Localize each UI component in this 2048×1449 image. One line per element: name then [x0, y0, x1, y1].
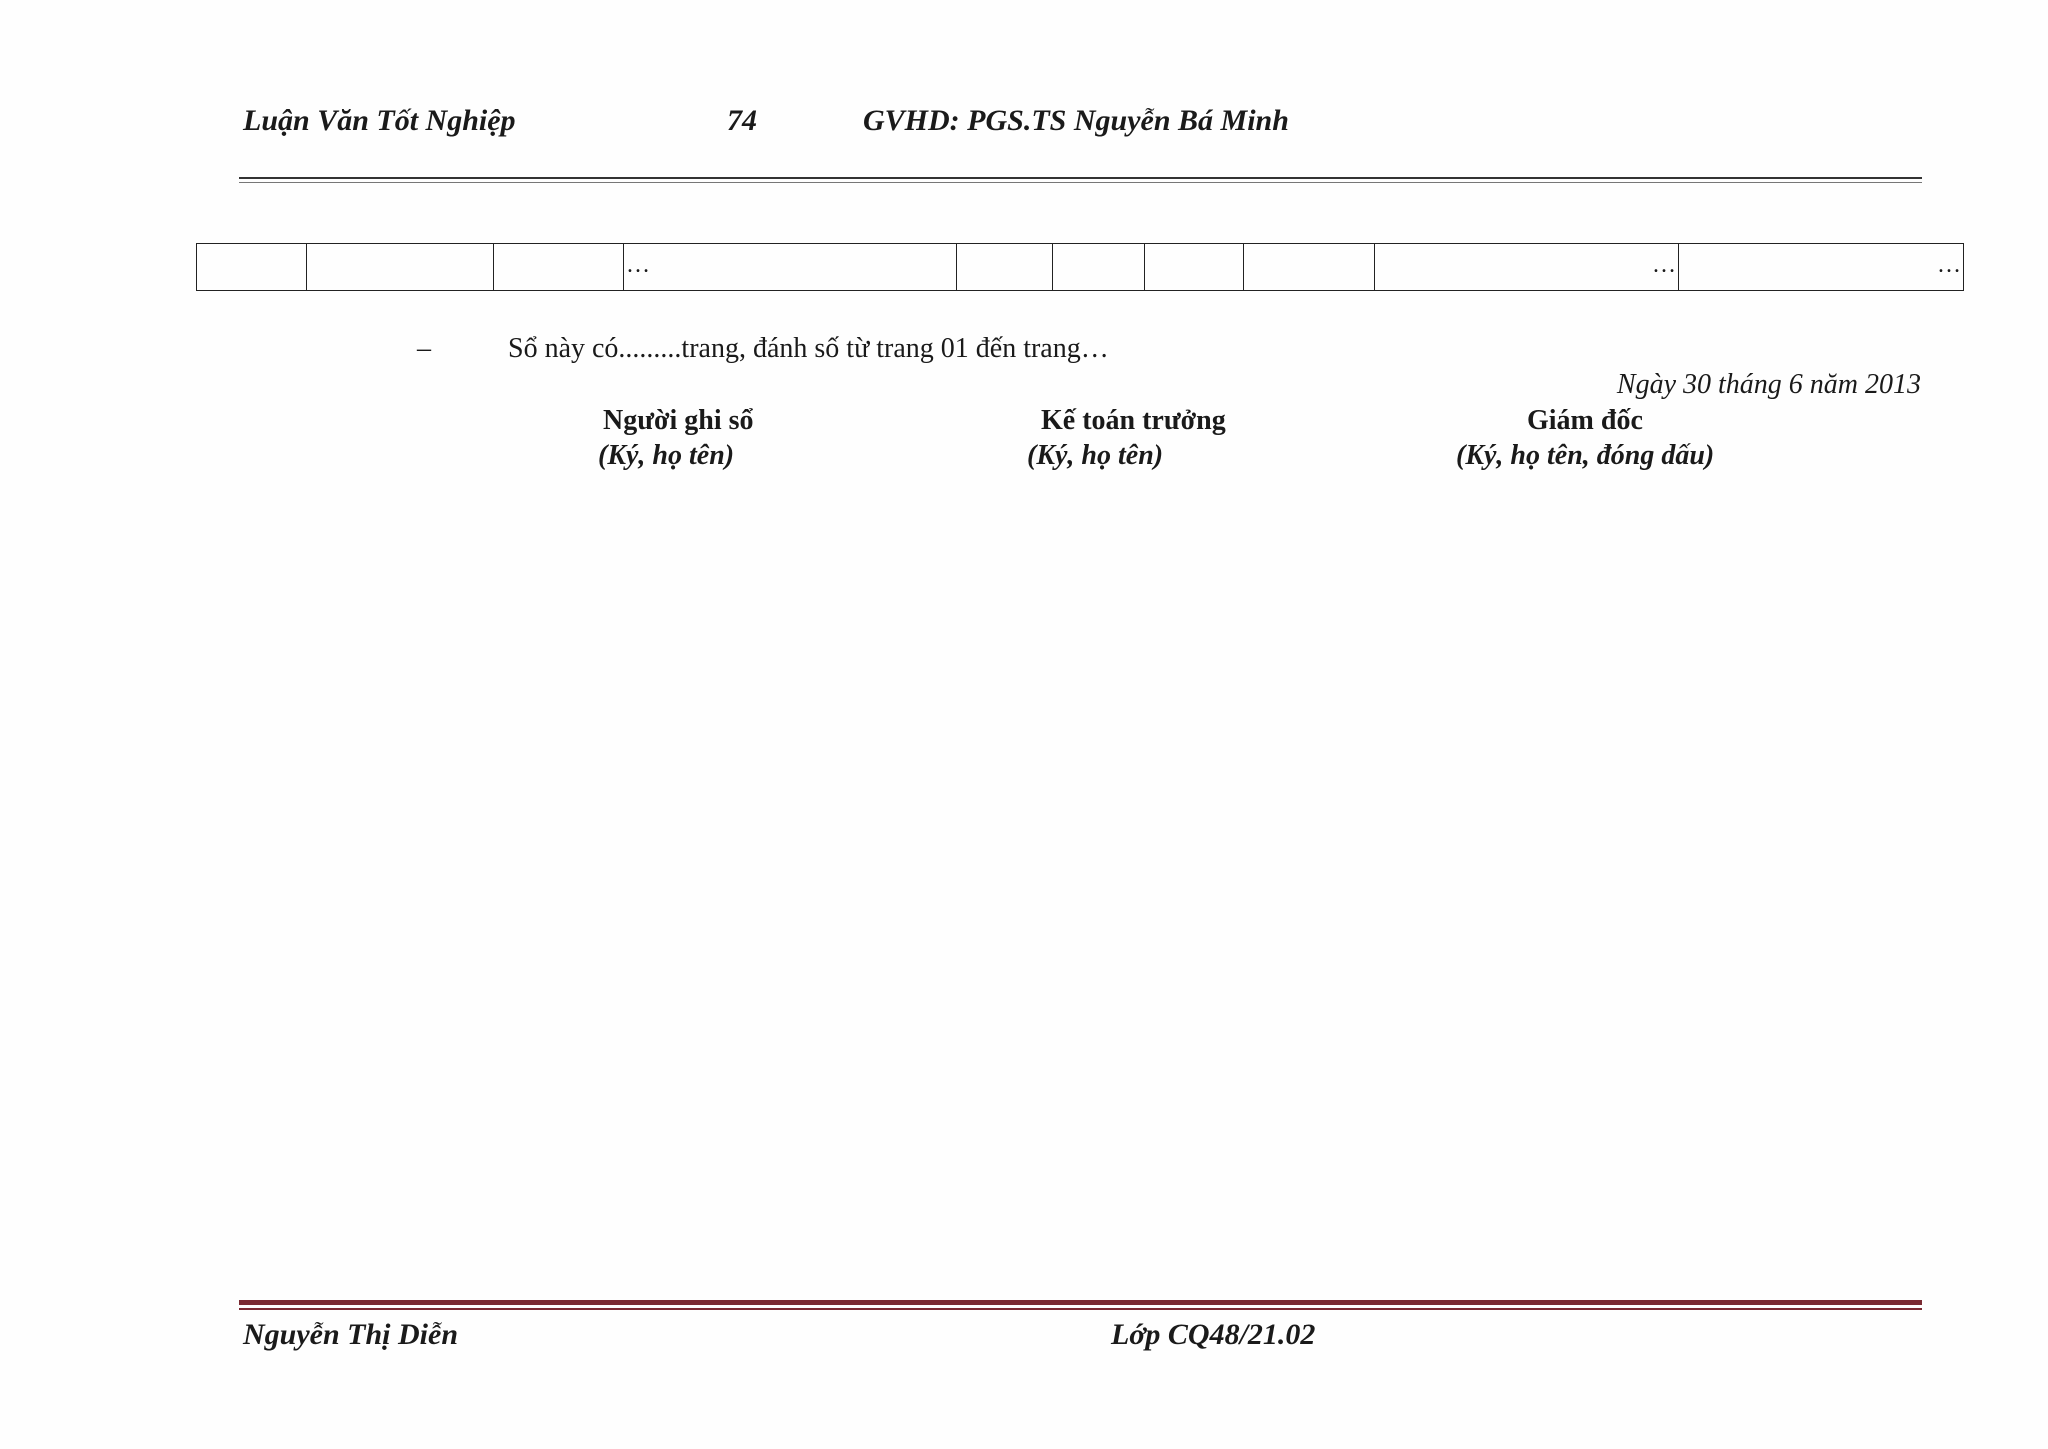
ledger-table [196, 243, 1964, 291]
signature-subtitle-director: (Ký, họ tên, đóng dấu) [1456, 440, 1715, 471]
note-text: Sổ này có.........trang, đánh số từ trang 01 đến trang… [508, 333, 1109, 364]
table-cell-ellipsis: … [1375, 244, 1679, 291]
header-title: Luận Văn Tốt Nghiệp [243, 104, 516, 137]
table-cell [1145, 244, 1244, 291]
signature-title-director: Giám đốc [1527, 405, 1643, 436]
table-cell-ellipsis: … [1679, 244, 1964, 291]
footer-author: Nguyễn Thị Diễn [243, 1318, 459, 1351]
table-cell [494, 244, 624, 291]
table-cell [957, 244, 1053, 291]
footer-class: Lớp CQ48/21.02 [1111, 1318, 1316, 1351]
page-number: 74 [727, 104, 757, 137]
header-rule-thin [239, 182, 1922, 183]
footer-rule [239, 1300, 1922, 1305]
signature-title-recorder: Người ghi sổ [603, 405, 754, 436]
signature-subtitle-recorder: (Ký, họ tên) [598, 440, 735, 471]
table-cell [197, 244, 307, 291]
header-rule [239, 177, 1922, 179]
table-cell [307, 244, 494, 291]
signature-subtitle-chief-accountant: (Ký, họ tên) [1027, 440, 1164, 471]
table-cell [1244, 244, 1375, 291]
header-advisor: GVHD: PGS.TS Nguyễn Bá Minh [863, 104, 1289, 137]
signature-title-chief-accountant: Kế toán trưởng [1041, 405, 1226, 436]
table-cell [1053, 244, 1145, 291]
date-line: Ngày 30 tháng 6 năm 2013 [1616, 369, 1921, 400]
note-bullet: – [417, 333, 431, 364]
table-cell-ellipsis: … [624, 244, 957, 291]
footer-rule-thin [239, 1308, 1922, 1310]
table-row [197, 244, 1964, 291]
